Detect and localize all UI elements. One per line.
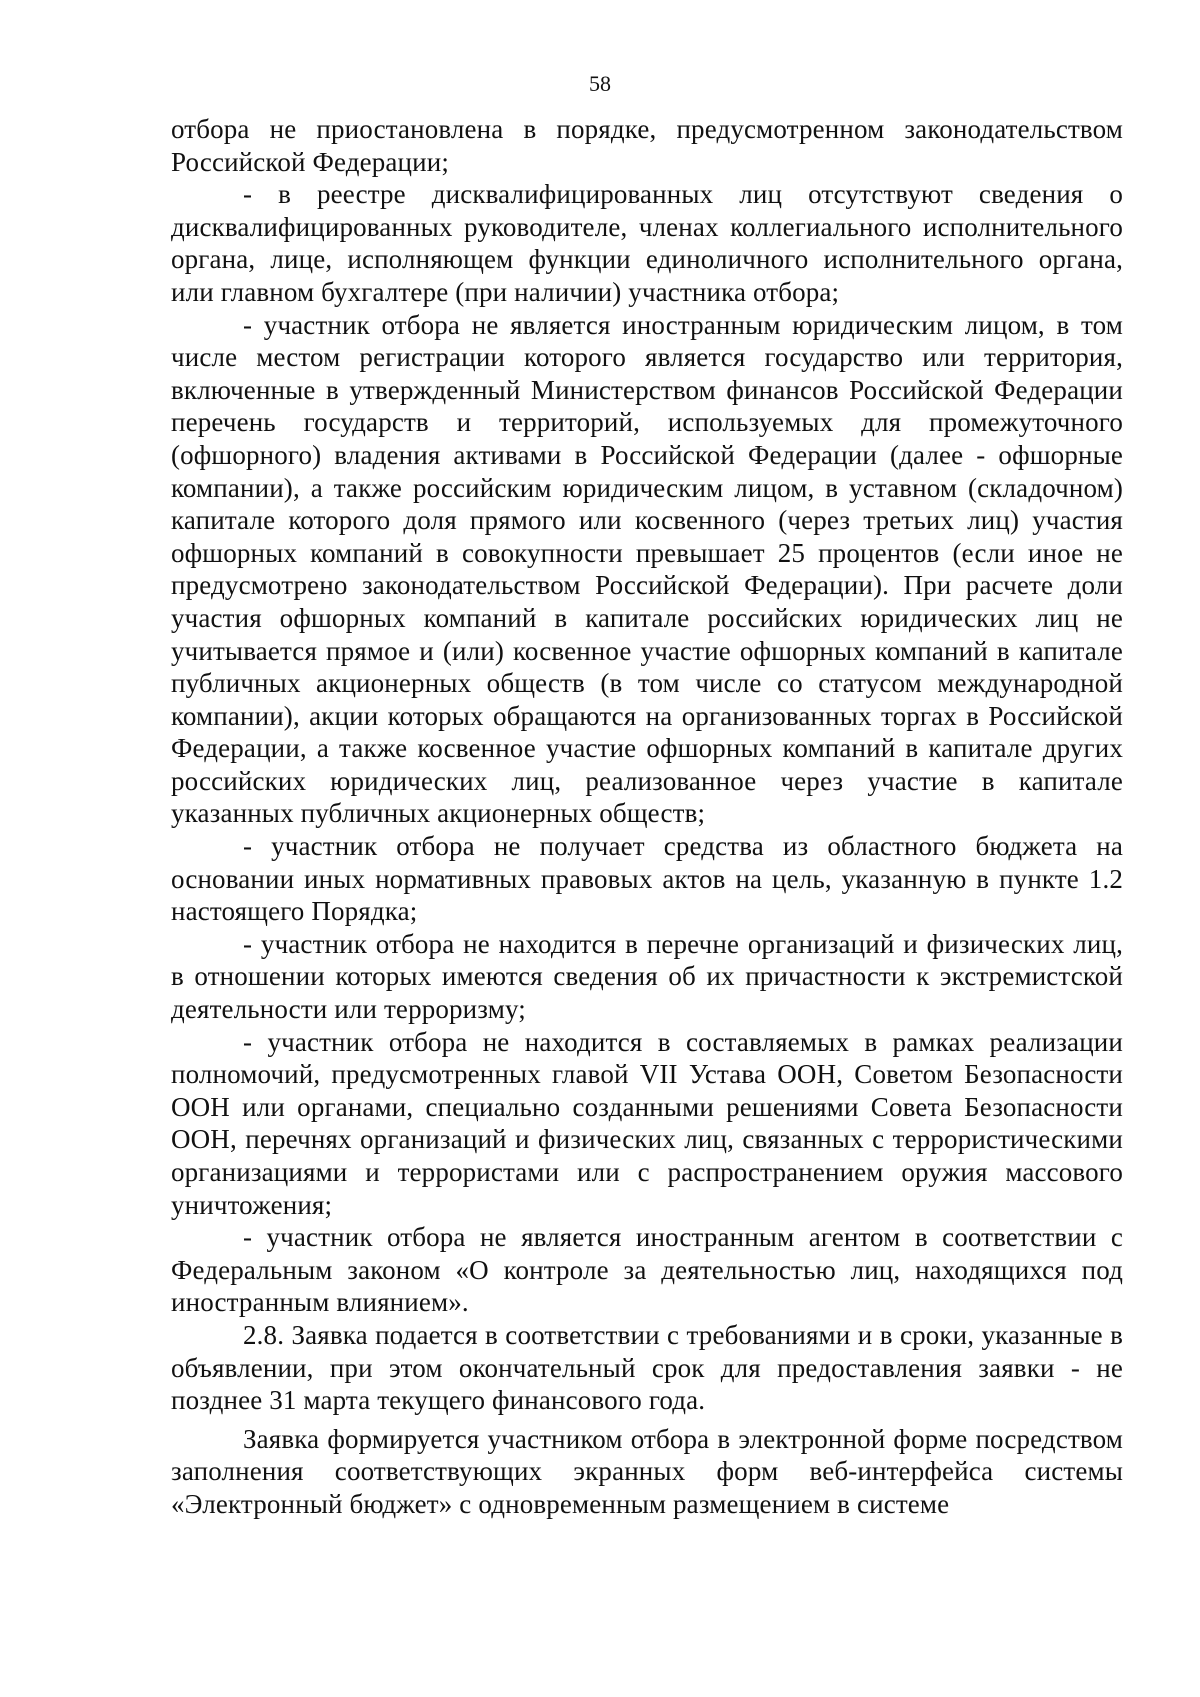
- paragraph-regional-budget: - участник отбора не получает средства из областного бюджета на основании иных нормативных правовых актов на цель, указанную в пункте 1.2 настоящего Порядка;: [171, 831, 1123, 927]
- paragraph-2-8-application-deadline: 2.8. Заявка подается в соответствии с требованиями и в сроки, указанные в объявлении, при этом окончательный срок для предоставления заявки - не позднее 31 марта текущего финансового года.: [171, 1319, 1123, 1416]
- document-body: [171, 113, 1123, 1521]
- page-number: 58: [589, 71, 611, 96]
- paragraph-disqualified-persons: - в реестре дисквалифицированных лиц отсутствуют сведения о дисквалифицированных руководителе, членах коллегиального исполнительного органа, лице, исполняющем функции единоличного исполнительного органа, или главном бухгалтере (при наличии) участника отбора;: [171, 179, 1123, 307]
- paragraph-un-sanctions: - участник отбора не находится в составляемых в рамках реализации полномочий, предусмотренных главой VII Устава ООН, Советом Безопасности ООН или органами, специально созданными решениями Совета Безопасности ООН, перечнях организаций и физических лиц, связанных с террористическими организациями и террористами или с распространением оружия массового уничтожения;: [171, 1026, 1123, 1220]
- paragraph-offshore-companies: - участник отбора не является иностранным юридическим лицом, в том числе местом регистрации которого является государство или территория, включенные в утвержденный Министерством финансов Российской Федерации перечень государств и территорий, используемых для промежуточного (офшорного) владения активами в Российской Федерации (далее - офшорные компании), а также российским юридическим лицом, в уставном (складочном) капитале которого доля прямого или косвенного (через третьих лиц) участия офшорных компаний в совокупности превышает 25 процентов (если иное не предусмотрено законодательством Российской Федерации). При расчете доли участия офшорных компаний в капитале российских юридических лиц не учитывается прямое и (или) косвенное участие офшорных компаний в капитале публичных акционерных обществ (в том числе со статусом международной компании), акции которых обращаются на организованных торгах в Российской Федерации, а также косвенное участие офшорных компаний в капитале других российских юридических лиц, реализованное через участие в капитале указанных публичных акционерных обществ;: [171, 309, 1123, 829]
- paragraph-extremism-list: - участник отбора не находится в перечне организаций и физических лиц, в отношении которых имеются сведения об их причастности к экстремистской деятельности или терроризму;: [171, 928, 1123, 1025]
- paragraph-foreign-agent: - участник отбора не является иностранным агентом в соответствии с Федеральным законом «О контроле за деятельностью лиц, находящихся под иностранным влиянием».: [171, 1222, 1123, 1318]
- paragraph-continuation: отбора не приостановлена в порядке, предусмотренном законодательством Российской Федерации;: [171, 114, 1123, 177]
- paragraph-electronic-application: Заявка формируется участником отбора в электронной форме посредством заполнения соответствующих экранных форм веб-интерфейса системы «Электронный бюджет» с одновременным размещением в системе: [171, 1423, 1123, 1519]
